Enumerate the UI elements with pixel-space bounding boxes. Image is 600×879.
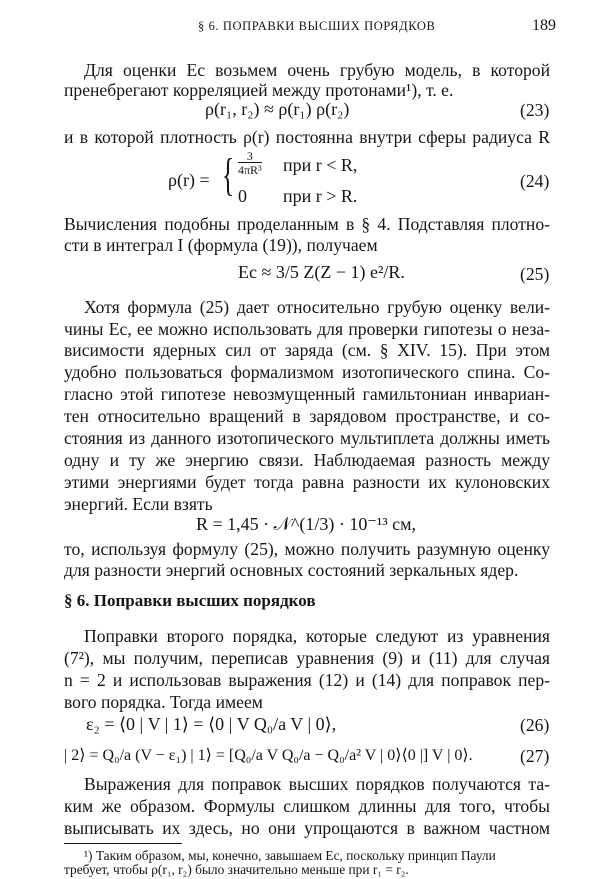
paragraph-4-line-7: стояния из данного изотопического мультиплета должны иметь (64, 428, 550, 448)
equation-26-number: (26) (520, 715, 550, 735)
section-heading: § 6. Поправки высших порядков (64, 591, 316, 610)
paragraph-1-line-2: пренебрегают корреляцией между протонами¹), т. е. (64, 80, 454, 100)
paragraph-6-line-1: Поправки второго порядка, которые следуют из уравнения (84, 626, 550, 646)
paragraph-4-line-3: висимости ядерных сил от заряда (см. § XIV. 15). При этом (64, 340, 550, 360)
equation-24-case-1-fraction: 3 4πR³ (238, 149, 262, 177)
page-number: 189 (532, 17, 556, 34)
paragraph-5-line-1: то, используя формулу (25), можно получить разумную оценку (64, 539, 550, 559)
paragraph-3-line-2: сти в интеграл I (формула (19)), получаем (64, 235, 378, 255)
paragraph-2-line-1: и в которой плотность ρ(r) постоянна внутри сферы радиуса R (64, 127, 550, 147)
paragraph-5-line-2: для разности энергий основных состояний зеркальных ядер. (64, 560, 519, 580)
page-header (0, 16, 600, 40)
equation-24-lhs: ρ(r) = (168, 170, 210, 190)
equation-24-case-2-value: 0 (238, 186, 247, 206)
running-title: § 6. ПОПРАВКИ ВЫСШИХ ПОРЯДКОВ (198, 19, 436, 33)
paragraph-4-line-1: Хотя формула (25) дает относительно грубую оценку вели- (84, 297, 550, 317)
equation-25: Eс ≈ 3/5 Z(Z − 1) e²/R. (238, 262, 405, 282)
paragraph-4-line-8: одну и ту же энергию связи. Наблюдаемая разность между (64, 450, 550, 470)
paragraph-7-line-2: ким же образом. Формулы слишком длинны для того, чтобы (64, 796, 550, 816)
equation-27-number: (27) (520, 746, 550, 766)
footnote-rule (64, 843, 182, 844)
paragraph-1-line-1: Для оценки Eс возьмем очень грубую модель, в которой (84, 60, 550, 80)
equation-nuclear-radius: R = 1,45 · 𝒩^(1/3) · 10⁻¹³ см, (196, 514, 416, 534)
paragraph-6-line-3: n = 2 и использовав выражения (12) и (14) для поправок пер- (64, 670, 550, 690)
equation-23-number: (23) (520, 100, 550, 120)
paragraph-7-line-3: выписывать их здесь, но они упрощаются в важном частном (64, 818, 550, 838)
equation-25-number: (25) (520, 264, 550, 284)
equation-26: ε₂ = ⟨0 | V | 1⟩ = ⟨0 | V Q₀/a V | 0⟩, (86, 714, 337, 734)
equation-24-number: (24) (520, 171, 550, 191)
paragraph-6-line-4: вого порядка. Тогда имеем (64, 692, 263, 712)
footnote-line-2: требует, чтобы ρ(r₁, r₂) было значительно меньше при r₁ = r₂. (64, 862, 409, 877)
equation-24-case-1-condition: при r < R, (283, 155, 358, 175)
paragraph-4-line-4: удобно пользоваться формализмом изотопического спина. Со- (64, 362, 550, 382)
paragraph-7-line-1: Выражения для поправок высших порядков получаются та- (84, 774, 550, 794)
paragraph-4-line-10: энергий. Если взять (64, 494, 213, 514)
footnote-line-1: ¹) Таким образом, мы, конечно, завышаем Eс, поскольку принцип Паули (84, 848, 496, 863)
equation-24-case-2-condition: при r > R. (283, 186, 358, 206)
paragraph-6-line-2: (7²), мы получим, переписав уравнения (9) и (11) для случая (64, 648, 550, 668)
left-brace-symbol: { (222, 149, 235, 200)
paragraph-4-line-9: этими энергиями будет тогда равна разности их кулоновских (64, 472, 550, 492)
paragraph-4-line-6: тен относительно вращений в зарядовом пространстве, и со- (64, 406, 550, 426)
equation-23: ρ(r₁, r₂) ≈ ρ(r₁) ρ(r₂) (205, 99, 350, 119)
paragraph-3-line-1: Вычисления подобны проделанным в § 4. Подставляя плотно- (64, 214, 550, 234)
equation-27: | 2⟩ = Q₀/a (V − ε₁) | 1⟩ = [Q₀/a V Q₀/a − Q₀/a² V | 0⟩⟨0 |] V | 0⟩. (64, 747, 473, 764)
paragraph-4-line-2: чины Eс, ее можно использовать для проверки гипотезы о неза- (64, 319, 550, 339)
paragraph-4-line-5: гласно этой гипотезе невозмущенный гамильтониан инвариан- (64, 384, 550, 404)
